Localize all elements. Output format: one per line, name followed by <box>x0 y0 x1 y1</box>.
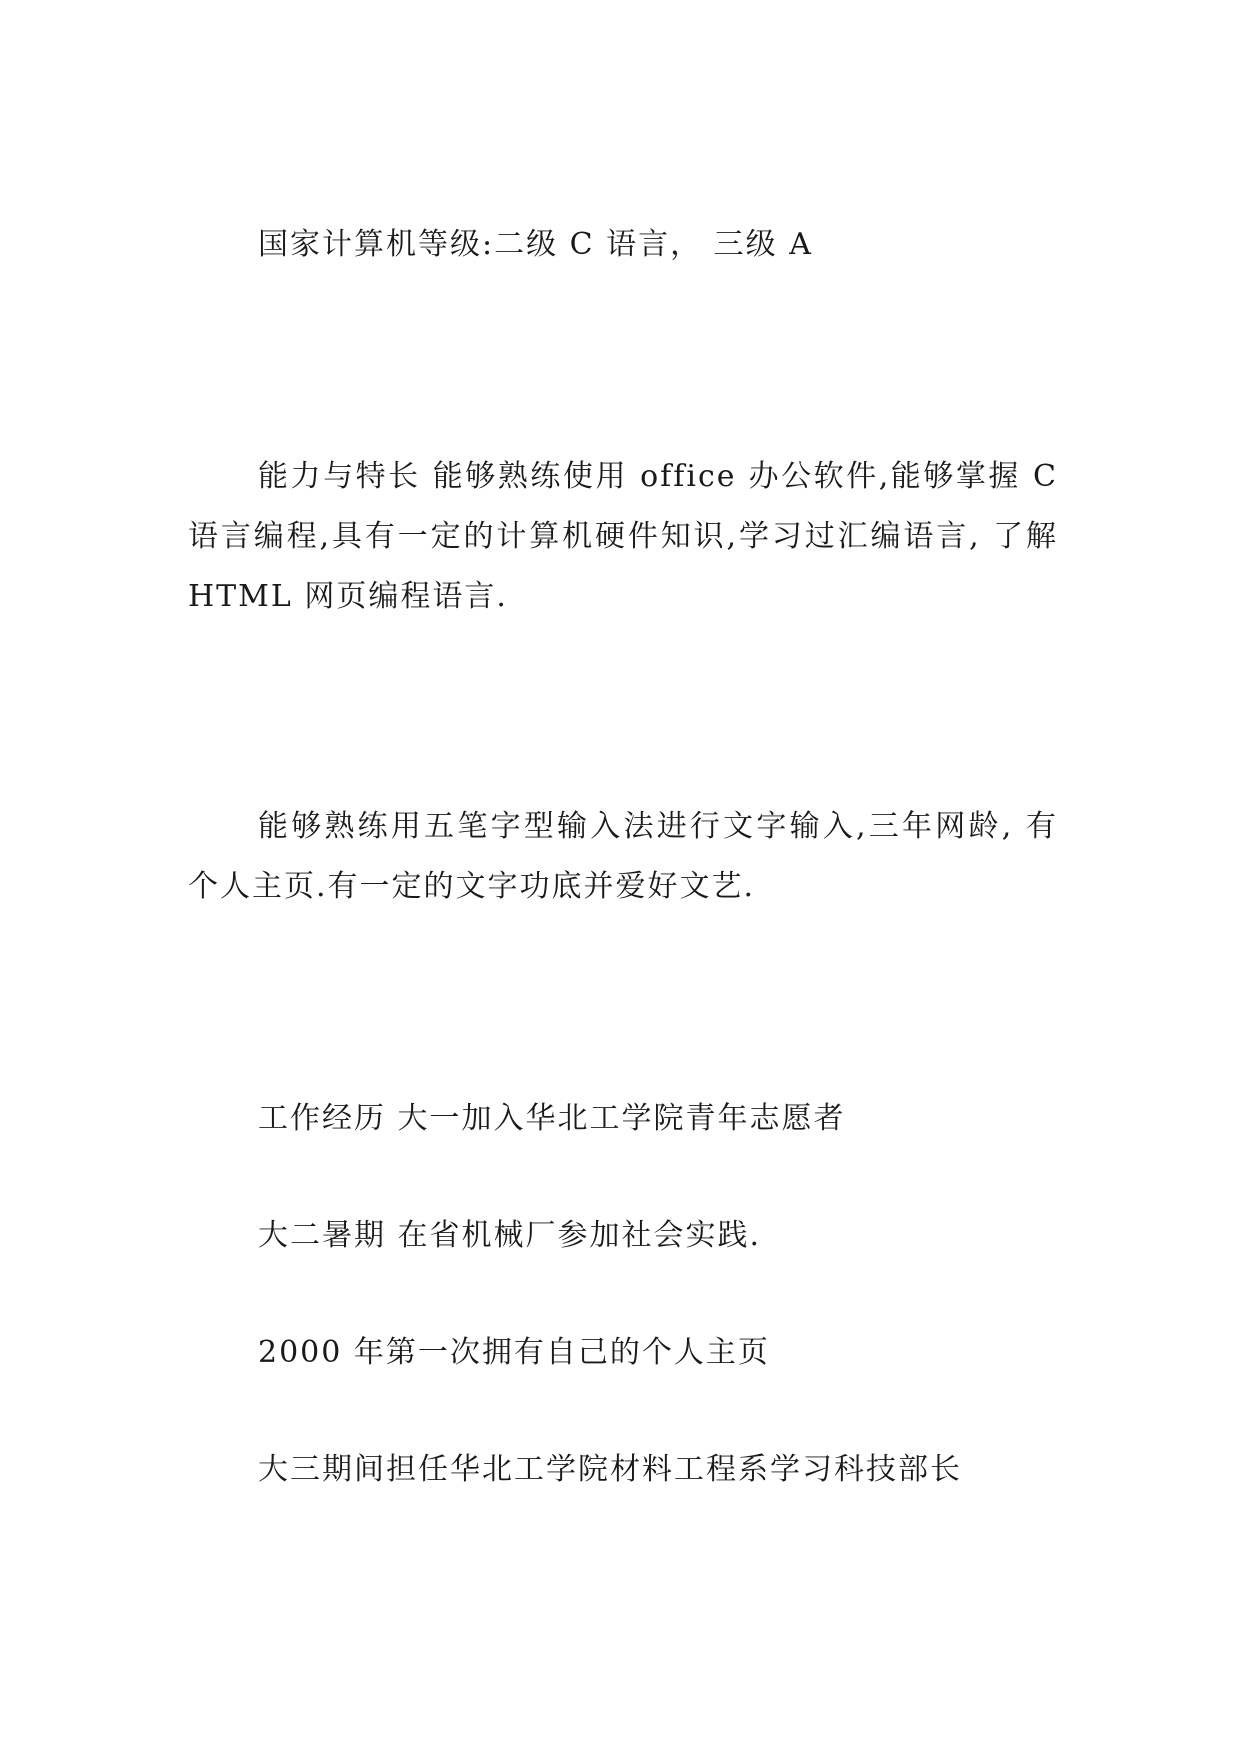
paragraph-junior-role: 大三期间担任华北工学院材料工程系学习科技部长 <box>258 1452 962 1487</box>
paragraph-homepage-2000: 2000 年第一次拥有自己的个人主页 <box>258 1335 770 1370</box>
paragraph-summer-practice: 大二暑期 在省机械厂参加社会实践. <box>258 1218 762 1253</box>
paragraph-ability: 能力与特长 能够熟练使用 office 办公软件,能够掌握 C 语言编程,具有一定的计算机硬件知识,学习过汇编语言, 了解 HTML 网页编程语言. <box>188 459 1058 614</box>
paragraph-work-experience: 工作经历 大一加入华北工学院青年志愿者 <box>258 1101 846 1136</box>
paragraph-typing: 能够熟练用五笔字型输入法进行文字输入,三年网龄, 有个人主页.有一定的文字功底并爱好文艺. <box>188 809 1058 904</box>
paragraph-computer-level: 国家计算机等级:二级 C 语言， 三级 A <box>258 227 813 262</box>
